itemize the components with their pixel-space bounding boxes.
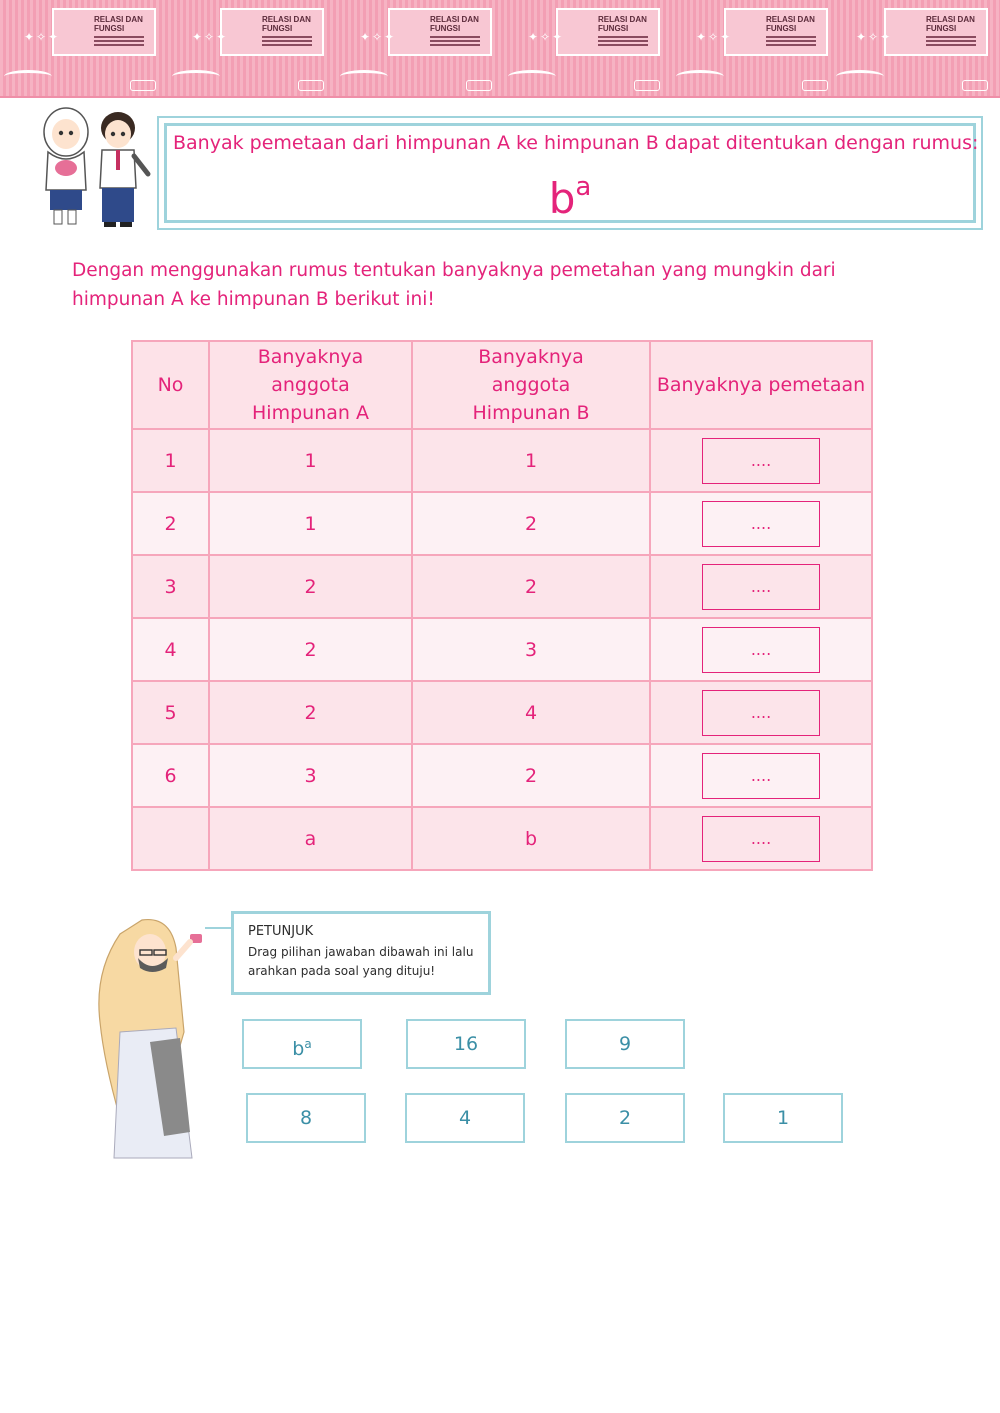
book-cover <box>556 8 660 56</box>
birds-icon: ✦✧✦ <box>696 30 733 44</box>
row-b-count: 3 <box>412 618 650 681</box>
row-a-count: 1 <box>209 492 412 555</box>
answer-cell <box>650 492 872 555</box>
option-chip[interactable] <box>246 1093 366 1143</box>
answer-drop-box[interactable]: .... <box>702 564 820 610</box>
answer-cell <box>650 618 872 681</box>
banner-tile <box>832 0 1000 96</box>
formula <box>159 162 981 224</box>
option-label: 4 <box>458 1107 472 1129</box>
students-illustration <box>38 104 154 230</box>
formula-base: b <box>548 174 576 223</box>
row-b-count: 2 <box>412 492 650 555</box>
option-label: 8 <box>299 1107 313 1129</box>
option-chip[interactable] <box>723 1093 843 1143</box>
row-a-count: 3 <box>209 744 412 807</box>
row-a-count: a <box>209 807 412 870</box>
answer-drop-box[interactable]: .... <box>702 438 820 484</box>
row-no: 2 <box>132 492 209 555</box>
table-row <box>132 681 872 744</box>
answer-cell <box>650 429 872 492</box>
row-b-count: 4 <box>412 681 650 744</box>
cover-tag <box>634 80 660 91</box>
instruction-text: Dengan menggunakan rumus tentukan banyaknya pemetahan yang mungkin dari himpunan A ke himpunan B berikut ini! <box>72 260 836 310</box>
answer-cell <box>650 744 872 807</box>
open-book-icon <box>4 70 52 83</box>
row-no: 4 <box>132 618 209 681</box>
banner-tile <box>336 0 504 96</box>
row-a-count: 1 <box>209 429 412 492</box>
formula-description: Banyak pemetaan dari himpunan A ke himpunan B dapat ditentukan dengan rumus: <box>173 132 979 154</box>
option-chip[interactable] <box>405 1093 525 1143</box>
answer-drop-box[interactable]: .... <box>702 501 820 547</box>
book-cover-title: RELASI DAN FUNGSI <box>926 15 975 33</box>
open-book-icon <box>172 70 220 83</box>
banner-tile <box>168 0 336 96</box>
book-cover-title: RELASI DAN FUNGSI <box>262 15 311 33</box>
formula-card <box>157 116 983 230</box>
hint-body: Drag pilihan jawaban dibawah ini lalu arahkan pada soal yang dituju! <box>248 945 474 978</box>
answer-cell <box>650 807 872 870</box>
hint-title: PETUNJUK <box>248 924 314 939</box>
birds-icon: ✦✧✦ <box>528 30 565 44</box>
option-label: 2 <box>618 1107 632 1129</box>
answer-drop-box[interactable]: .... <box>702 753 820 799</box>
answer-drop-box[interactable]: .... <box>702 627 820 673</box>
cover-tag <box>298 80 324 91</box>
option-chip[interactable] <box>406 1019 526 1069</box>
hint-box <box>231 911 491 995</box>
answer-cell <box>650 681 872 744</box>
book-cover <box>220 8 324 56</box>
answer-cell <box>650 555 872 618</box>
cover-tag <box>802 80 828 91</box>
header-no: No <box>132 341 209 429</box>
formula-exponent: a <box>575 172 592 202</box>
open-book-icon <box>836 70 884 83</box>
option-label: 1 <box>776 1107 790 1129</box>
table-row <box>132 429 872 492</box>
header-mappings: Banyaknya pemetaan <box>650 341 872 429</box>
row-no: 5 <box>132 681 209 744</box>
row-a-count: 2 <box>209 555 412 618</box>
table-row <box>132 492 872 555</box>
option-label-exponent: a <box>304 1037 312 1051</box>
table-row <box>132 618 872 681</box>
book-cover-title: RELASI DAN FUNGSI <box>766 15 815 33</box>
cover-tag <box>466 80 492 91</box>
header-members-b: Banyaknya anggota Himpunan B <box>412 341 650 429</box>
option-chip[interactable] <box>565 1019 685 1069</box>
cover-tag <box>962 80 988 91</box>
book-cover <box>724 8 828 56</box>
open-book-icon <box>340 70 388 83</box>
banner-tile <box>0 0 168 96</box>
row-b-count: b <box>412 807 650 870</box>
option-label: 9 <box>618 1033 632 1055</box>
book-cover-title: RELASI DAN FUNGSI <box>430 15 479 33</box>
row-a-count: 2 <box>209 681 412 744</box>
birds-icon: ✦✧✦ <box>24 30 61 44</box>
row-b-count: 2 <box>412 744 650 807</box>
book-cover <box>884 8 988 56</box>
open-book-icon <box>508 70 556 83</box>
answer-drop-box[interactable]: .... <box>702 690 820 736</box>
book-cover-title: RELASI DAN FUNGSI <box>94 15 143 33</box>
row-no: 3 <box>132 555 209 618</box>
exercise-table <box>131 340 873 871</box>
table-row <box>132 807 872 870</box>
banner-tile <box>504 0 672 96</box>
book-cover-title: RELASI DAN FUNGSI <box>598 15 647 33</box>
header-members-a: Banyaknya anggota Himpunan A <box>209 341 412 429</box>
row-no: 1 <box>132 429 209 492</box>
answer-drop-box[interactable]: .... <box>702 816 820 862</box>
row-no: 6 <box>132 744 209 807</box>
birds-icon: ✦✧✦ <box>360 30 397 44</box>
option-chip[interactable] <box>565 1093 685 1143</box>
table-row <box>132 555 872 618</box>
option-label: 16 <box>453 1033 479 1055</box>
banner-tile <box>672 0 840 96</box>
row-b-count: 1 <box>412 429 650 492</box>
birds-icon: ✦✧✦ <box>856 30 893 44</box>
option-chip-b-power-a[interactable] <box>242 1019 362 1069</box>
option-label: b <box>292 1038 305 1060</box>
row-no <box>132 807 209 870</box>
cover-tag <box>130 80 156 91</box>
row-b-count: 2 <box>412 555 650 618</box>
book-cover <box>52 8 156 56</box>
teacher-illustration <box>80 912 220 1162</box>
birds-icon: ✦✧✦ <box>192 30 229 44</box>
open-book-icon <box>676 70 724 83</box>
table-row <box>132 744 872 807</box>
table-header-row <box>132 341 872 429</box>
book-cover <box>388 8 492 56</box>
row-a-count: 2 <box>209 618 412 681</box>
hint-pointer-line <box>205 927 231 929</box>
header-banner <box>0 0 1000 98</box>
